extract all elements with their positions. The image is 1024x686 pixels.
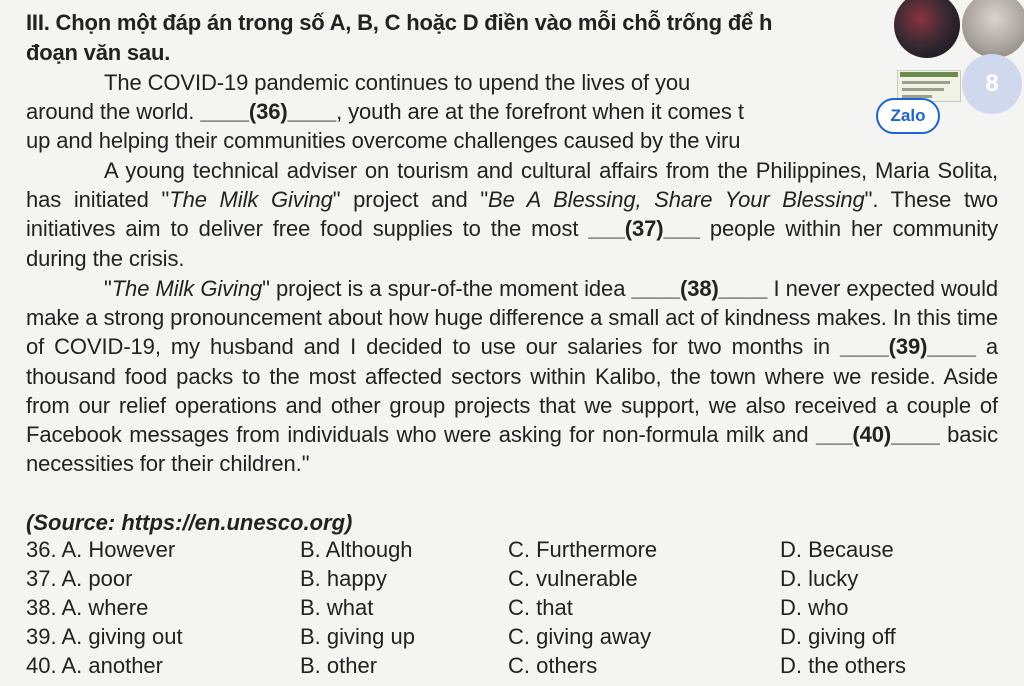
chat-avatar-1[interactable] (894, 0, 960, 58)
blank-40: ___(40)____ (815, 422, 940, 448)
option-36-d: D. Because (780, 537, 894, 562)
option-39-a: 39. A. giving out (26, 624, 183, 649)
passage-paragraph-2: A young technical adviser on tourism and cultural affairs from the Philippines, Maria Solita, has initiated "The Milk Giving" project and "Be A Blessing, Share Your Blessing". These two initiatives aim to deliver free food supplies to the most ___(37)___ people within her community during the crisis. (26, 158, 998, 271)
option-39-d: D. giving off (780, 624, 896, 649)
blank-38: ____(38)____ (631, 276, 768, 301)
option-40-b: B. other (300, 653, 378, 678)
option-36-c: C. Furthermore (508, 537, 658, 562)
option-38-b: B. what (300, 595, 374, 620)
question-row-40 (26, 651, 998, 680)
source-citation: (Source: https://en.unesco.org) (26, 510, 353, 535)
passage-paragraph-1: The COVID-19 pandemic continues to upend the lives of you around the world. ____(36)____, youth are at the forefront when it comes t up and helping their communities overcome challenges caused by the viru (26, 70, 744, 154)
option-38-d: D. who (780, 595, 849, 620)
option-37-a: 37. A. poor (26, 566, 133, 591)
option-36-a: 36. A. However (26, 537, 176, 562)
option-37-b: B. happy (300, 566, 387, 591)
blank-39: ____(39)____ (840, 334, 976, 360)
blank-36: ____(36)____ (200, 99, 337, 125)
unread-count-badge[interactable]: 8 (962, 54, 1022, 114)
heading-line-2: đoạn văn sau. (26, 40, 171, 65)
question-row-38 (26, 593, 998, 622)
option-40-a: 40. A. another (26, 653, 163, 678)
option-40-c: C. others (508, 653, 598, 678)
exercise-heading (26, 8, 886, 68)
option-40-d: D. the others (780, 653, 906, 678)
option-37-d: D. lucky (780, 566, 859, 591)
chat-avatar-2[interactable] (962, 0, 1024, 58)
option-37-c: C. vulnerable (508, 566, 638, 591)
zalo-chat-button[interactable]: Zalo (876, 98, 940, 134)
option-39-c: C. giving away (508, 624, 652, 649)
question-row-36 (26, 535, 998, 564)
heading-line-1: III. Chọn một đáp án trong số A, B, C hoặc D điền vào mỗi chỗ trống để h (26, 10, 773, 35)
option-38-c: C. that (508, 595, 573, 620)
blank-37: ___(37)___ (588, 216, 700, 242)
question-row-39 (26, 622, 998, 651)
option-38-a: 38. A. where (26, 595, 149, 620)
option-36-b: B. Although (300, 537, 413, 562)
passage-paragraph-3: "The Milk Giving" project is a spur-of-the moment idea ____(38)____ I never expected would make a strong pronouncement about how huge difference a small act of kindness makes. In this time of COVID-19, my husband and I decided to use our salaries for two months in ____(39)____ a thousand food packs to the most affected sectors within Kalibo, the town where we reside. Aside from our relief operations and other group projects that we support, we also received a couple of Facebook messages from individuals who were asking for non-formula milk and ___(40)____ basic necessities for their children." (26, 276, 998, 477)
question-row-37 (26, 564, 998, 593)
option-39-b: B. giving up (300, 624, 415, 649)
